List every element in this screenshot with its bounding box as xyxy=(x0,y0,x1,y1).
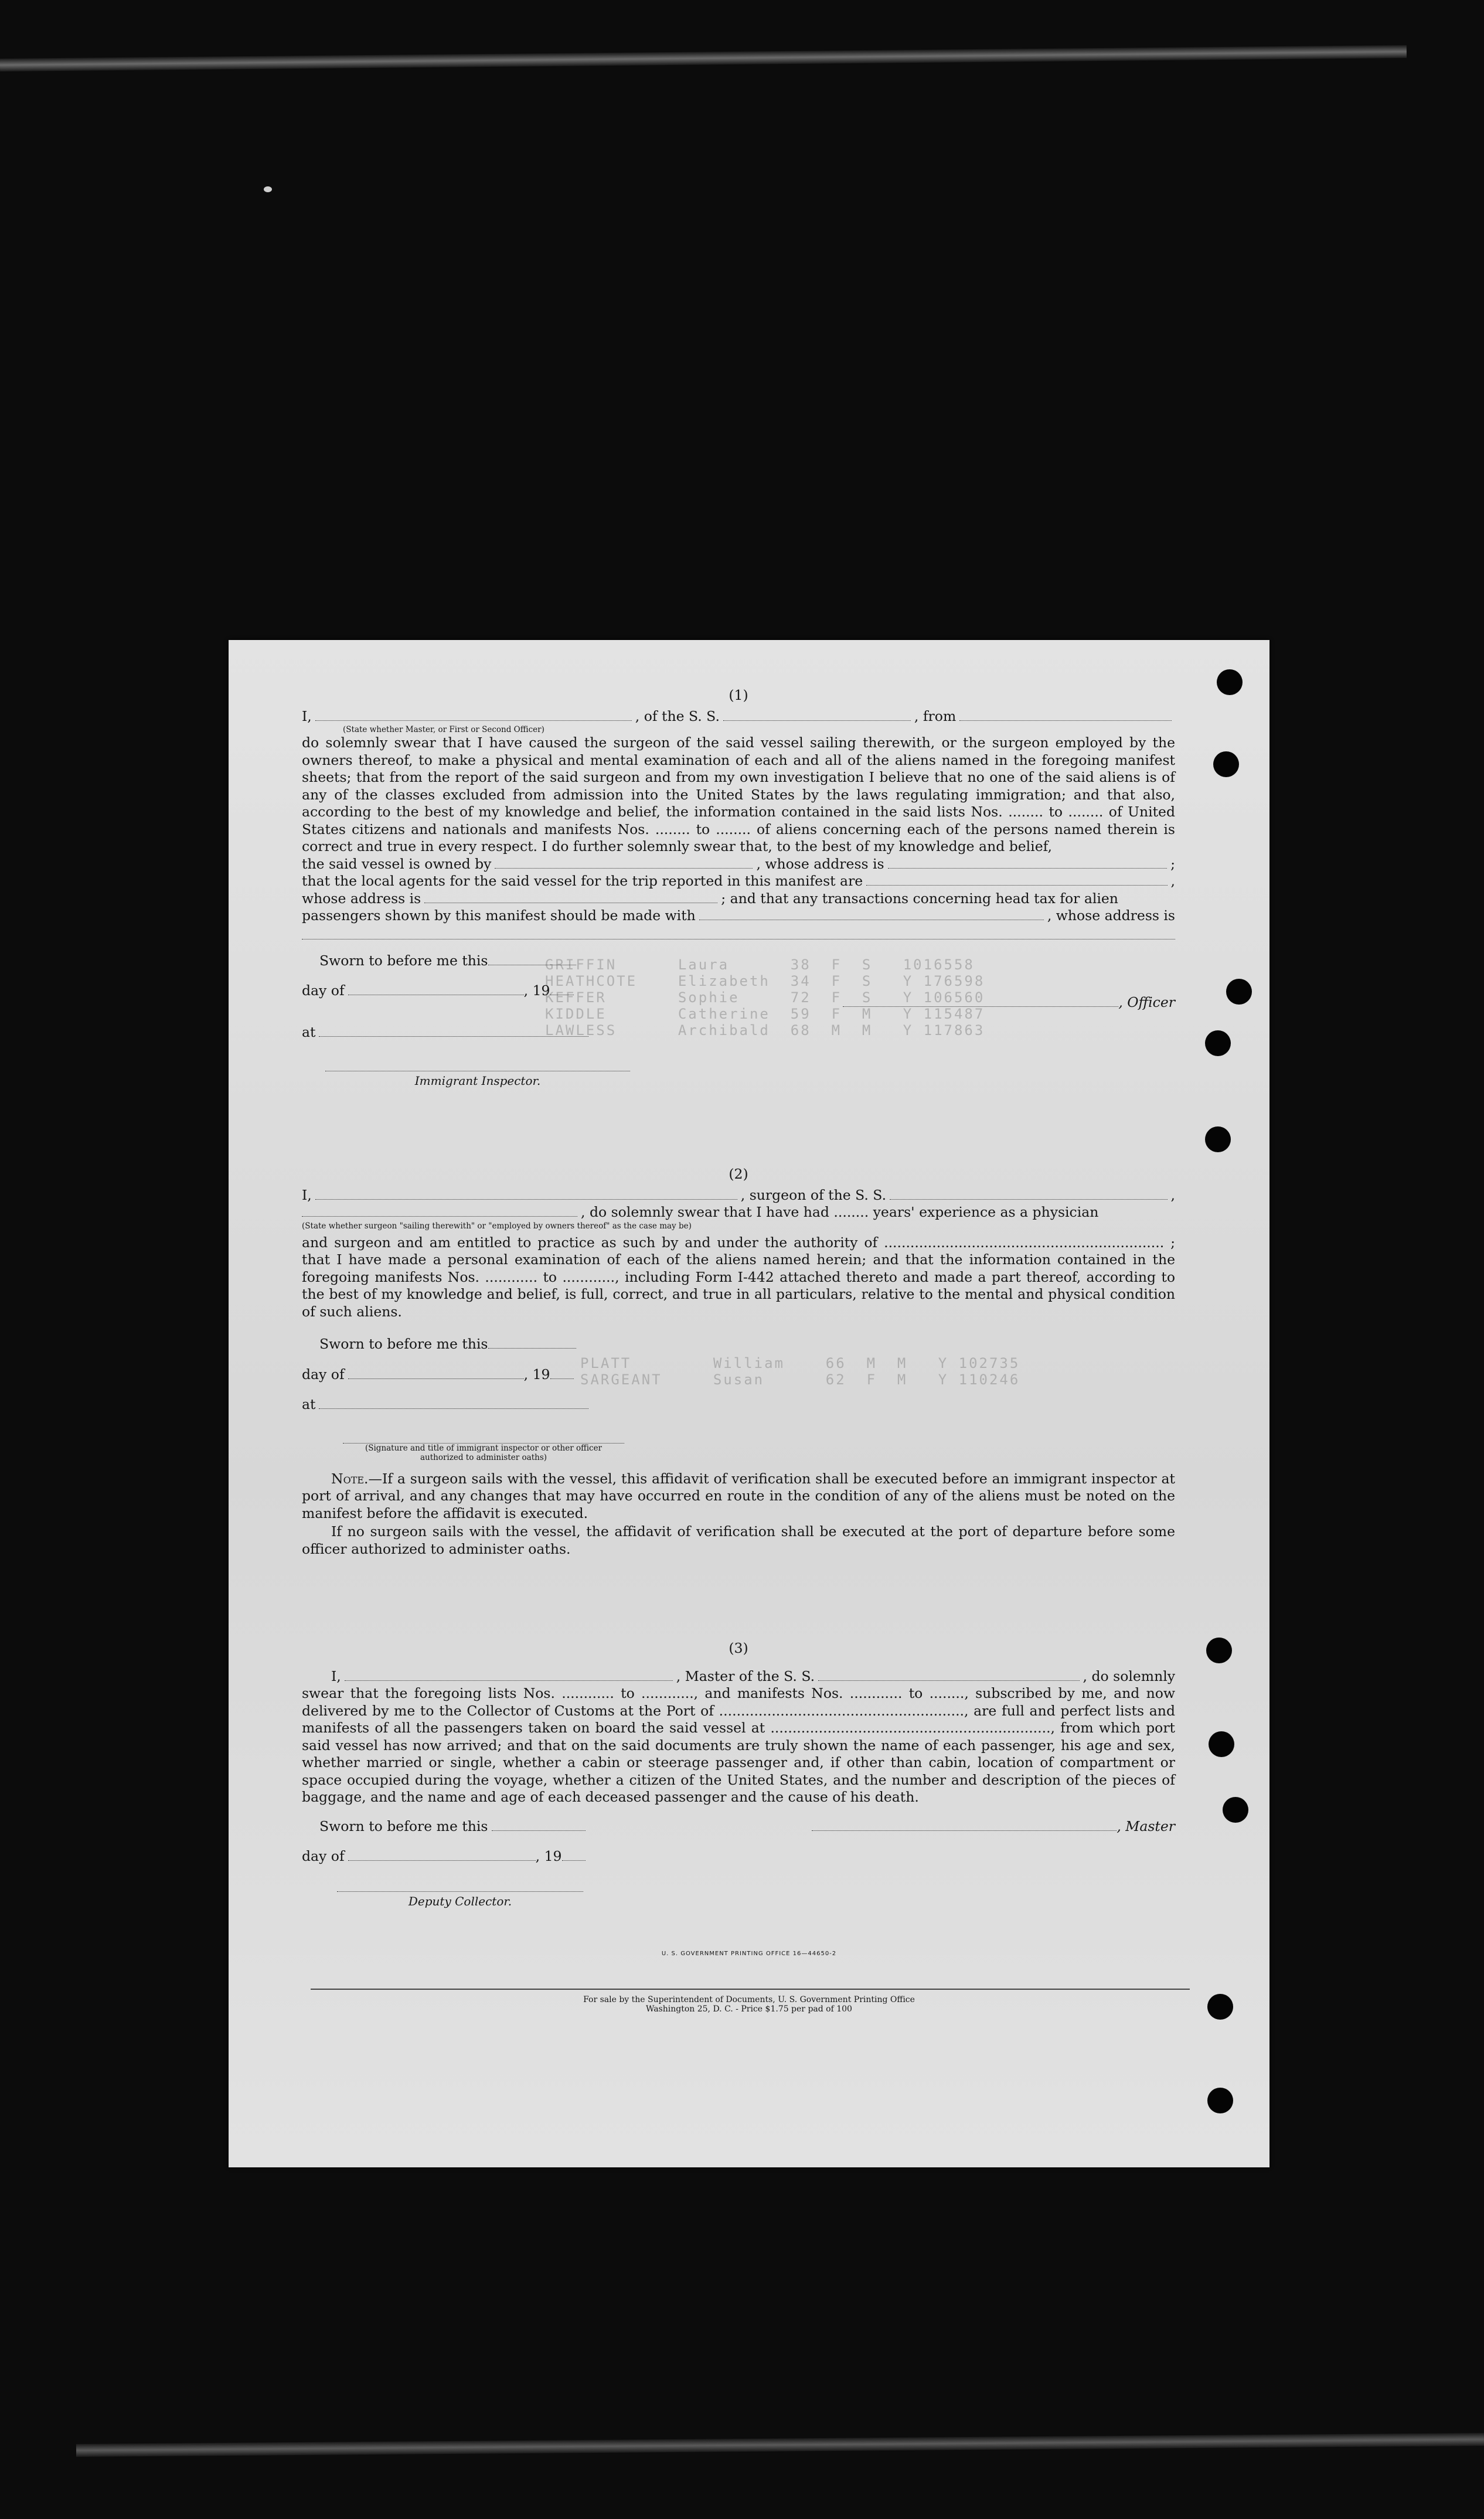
agents-field[interactable] xyxy=(866,873,1167,886)
sale-notice xyxy=(229,1995,1269,2014)
punch-hole xyxy=(1209,1731,1234,1757)
surgeon-vessel-field[interactable] xyxy=(890,1187,1167,1200)
punch-hole xyxy=(1223,1797,1248,1823)
film-edge-bottom xyxy=(76,2433,1484,2457)
note-label: Note. xyxy=(331,1470,369,1487)
sworn-year-field[interactable] xyxy=(550,1368,574,1379)
footer-rule xyxy=(311,1989,1190,1990)
agents-line: that the local agents for the said vessel for the trip reported in this manifest are , xyxy=(302,873,1175,889)
section-3-sworn-line: Sworn to before me this , Master xyxy=(319,1817,1175,1834)
sworn-day-field[interactable] xyxy=(488,954,576,965)
section-3-number: (3) xyxy=(729,1640,748,1656)
section-1-number: (1) xyxy=(729,687,748,703)
affidavit-content xyxy=(302,687,1175,1910)
section-2-day-line: day of , 19 xyxy=(302,1366,1175,1384)
bleed-through-text: GRIFFIN Laura 38 F S 1016558 HEATHCOTE Elizabeth 34 F S Y 176598 KEFFER Sophie 72 F S Y 106560 KIDDLE Catherine 59 F M Y 115487 LAWLESS Archibald 68 M M Y 117863 xyxy=(545,956,985,1039)
punch-hole xyxy=(1207,2088,1233,2113)
sworn-place-field[interactable] xyxy=(319,1026,588,1037)
vessel-name-field[interactable] xyxy=(723,709,911,721)
master-vessel-field[interactable] xyxy=(818,1669,1079,1681)
section-3-day-line: day of , 19 xyxy=(302,1848,1175,1866)
surgeon-note xyxy=(302,1470,1175,1523)
witness-caption: (Signature and title of immigrant inspector or other officer authorized to administer oaths) xyxy=(365,1443,603,1462)
head-tax-line: passengers shown by this manifest should be made with , whose address is xyxy=(302,907,1175,924)
section-2-body: and surgeon and am entitled to practice as such by and under the authority of ................................................................ ; that I have made a personal examination of each of the aliens named herein; and that the information contained in the foregoing manifests Nos. ............ to ............, including Form I-442 attached thereto and made a part thereof, according to the best of my knowledge and belief, is full, correct, and true in all particulars, relative to the mental and physical condition of such aliens. xyxy=(302,1234,1175,1320)
section-2-sworn-line: Sworn to before me this xyxy=(319,1336,1175,1353)
agents-address-line: whose address is ; and that any transactions concerning head tax for alien xyxy=(302,890,1118,907)
sworn-month-field[interactable] xyxy=(348,984,524,995)
sworn-year-field[interactable] xyxy=(562,1850,586,1861)
film-speck xyxy=(264,186,272,192)
surgeon-name-field[interactable] xyxy=(315,1187,737,1200)
surgeon-experience-line: , do solemnly swear that I have had ........ years' experience as a physician xyxy=(302,1204,1175,1221)
section-3-body: swear that the foregoing lists Nos. ............ to ............, and manifests Nos. ............ to ........, subscribed by me, and now delivered by me to the Collector of Customs at the Port of ........................................................, are full and perfect lists and manifests of all the passengers taken on board the said vessel at ................................................................, from which port said vessel has now arrived; and that on the said documents are truly shown the name of each passenger, his age and sex, whether married or single, whether a cabin or steerage passenger and, if other than cabin, location of compartment or space occupied during the voyage, whether a citizen of the United States, and the number and description of the pieces of baggage, and the name and age of each deceased passenger and the cause of his death. xyxy=(302,1685,1175,1805)
punch-hole xyxy=(1226,979,1252,1005)
surgeon-note-2: If no surgeon sails with the vessel, the affidavit of verification shall be executed at the port of departure before some officer authorized to administer oaths. xyxy=(302,1523,1175,1557)
manifest-affidavit-page xyxy=(229,640,1269,2167)
officer-signature-field[interactable] xyxy=(843,996,1118,1007)
section-3-oath-line: I, , Master of the S. S. , do solemnly xyxy=(331,1667,1175,1684)
section-1-body: do solemnly swear that I have caused the surgeon of the said vessel sailing therewith, or the surgeon employed by the owners thereof, to make a physical and mental examination of each and all of the aliens named in the foregoing manifest sheets; that from the report of the said surgeon and from my own investigation I believe that no one of the said aliens is of any of the classes excluded from admission into the United States by the laws regulating immigration; and that also, according to the best of my knowledge and belief, the information contained in the said lists Nos. ........ to ........ of United States citizens and nationals and manifests Nos. ........ to ........ of aliens concerning each of the persons named therein is correct and true in every respect. I do further solemnly swear that, to the best of my knowledge and belief, xyxy=(302,734,1175,855)
owner-line: the said vessel is owned by , whose address is ; xyxy=(302,855,1175,872)
inspector-caption: Immigrant Inspector. xyxy=(414,1073,541,1088)
head-tax-address-field[interactable] xyxy=(302,925,1175,939)
officer-name-field[interactable] xyxy=(315,709,632,721)
owner-field[interactable] xyxy=(495,856,753,869)
punch-hole xyxy=(1205,1030,1231,1056)
punch-hole xyxy=(1207,1994,1233,2020)
inspector-signature-block xyxy=(325,1057,630,1090)
surgeon-status-field[interactable] xyxy=(302,1204,577,1217)
gpo-imprint: U. S. GOVERNMENT PRINTING OFFICE 16—44650-2 xyxy=(661,1950,837,1957)
sworn-day-field[interactable] xyxy=(488,1337,576,1349)
punch-hole xyxy=(1213,751,1239,777)
agents-address-field[interactable] xyxy=(424,891,717,903)
inspector-signature-field[interactable] xyxy=(325,1057,630,1071)
note-text: —If a surgeon sails with the vessel, this affidavit of verification shall be executed before an immigrant inspector at port of arrival, and any changes that may have occurred en route in the condition of any of the aliens must be noted on the manifest before the affidavit is executed. xyxy=(302,1470,1175,1521)
surgeon-caption: (State whether surgeon "sailing therewith" or "employed by owners thereof" as the case may be) xyxy=(302,1221,692,1231)
deputy-caption: Deputy Collector. xyxy=(408,1894,512,1908)
sale-line-1: For sale by the Superintendent of Documents, U. S. Government Printing Office xyxy=(583,1995,915,2004)
section-2-oath-line: I, , surgeon of the S. S. , xyxy=(302,1186,1175,1203)
owner-address-field[interactable] xyxy=(888,856,1167,869)
film-edge-top xyxy=(0,45,1407,72)
section-1-oath-line: I, , of the S. S. , from xyxy=(302,708,1175,726)
witness-signature-field[interactable] xyxy=(343,1429,624,1444)
departure-port-field[interactable] xyxy=(959,709,1172,721)
sale-line-2: Washington 25, D. C. - Price $1.75 per pad of 100 xyxy=(646,2004,852,2014)
sworn-year-field[interactable] xyxy=(550,984,574,995)
punch-hole xyxy=(1206,1638,1232,1663)
master-signature-field[interactable] xyxy=(812,1820,1117,1831)
sworn-place-field[interactable] xyxy=(319,1398,588,1409)
section-1-sworn-line: Sworn to before me this xyxy=(319,952,1175,970)
officer-caption: (State whether Master, or First or Second Officer) xyxy=(343,725,544,734)
section-1-day-line: day of , 19 xyxy=(302,982,1175,1000)
sworn-month-field[interactable] xyxy=(348,1850,536,1861)
section-2-number: (2) xyxy=(729,1166,748,1182)
head-tax-contact-field[interactable] xyxy=(699,908,1044,920)
section-2-at-line: at xyxy=(302,1396,1175,1414)
officer-signature-line: , Officer xyxy=(302,994,1175,1012)
deputy-signature-field[interactable] xyxy=(337,1877,583,1892)
punch-hole xyxy=(1217,669,1243,695)
sworn-month-field[interactable] xyxy=(348,1368,524,1379)
surgeon-witness-block xyxy=(343,1429,624,1462)
punch-hole xyxy=(1205,1126,1231,1152)
bleed-through-text: PLATT William 66 M M Y 102735 SARGEANT Susan 62 F M Y 110246 xyxy=(580,1355,1020,1388)
master-name-field[interactable] xyxy=(345,1669,673,1681)
section-1-at-line: at xyxy=(302,1024,1175,1041)
sworn-day-field[interactable] xyxy=(492,1820,586,1831)
deputy-signature-block xyxy=(337,1877,583,1911)
